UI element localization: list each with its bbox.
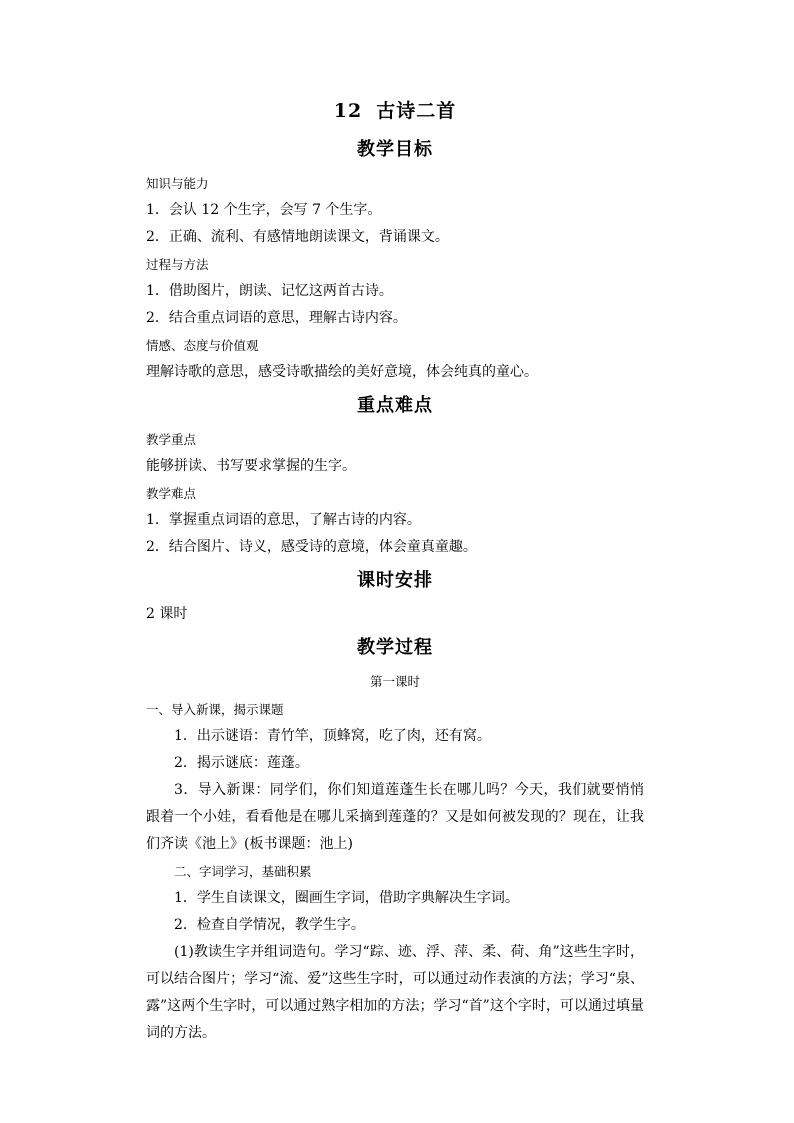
difficulty-item-1: 1．掌握重点词语的意思，了解古诗的内容。 <box>146 512 421 528</box>
part2-title: 二、字词学习，基础积累 <box>174 864 312 879</box>
label-difficulty: 教学难点 <box>146 486 197 501</box>
heading-key-points: 重点难点 <box>357 395 433 416</box>
difficulty-item-2: 2．结合图片、诗义，感受诗的意境，体会童真童趣。 <box>146 539 477 555</box>
process-item-2: 2．结合重点词语的意思，理解古诗内容。 <box>146 310 407 326</box>
title-text: 古诗二首 <box>376 100 457 122</box>
part1-item-1: 1．出示谜语：青竹竿，顶蜂窝，吃了肉，还有窝。 <box>174 728 491 744</box>
heading-schedule: 课时安排 <box>357 570 433 591</box>
part1-item-3: 3．导入新课：同学们，你们知道莲蓬生长在哪儿吗？今天，我们就要悄悄跟着一个小娃，看看他是在哪儿采摘到莲蓬的？又是如何被发现的？现在，让我们齐读《池上》(板书课题：池上) <box>146 782 644 852</box>
focus-text: 能够拼读、书写要求掌握的生字。 <box>146 458 356 474</box>
part2-item-1: 1．学生自读课文，圈画生字词，借助字典解决生字词。 <box>174 890 519 906</box>
heading-process: 教学过程 <box>357 637 433 658</box>
part1-title: 一、导入新课，揭示课题 <box>146 702 284 717</box>
part1-item-2: 2．揭示谜底：莲蓬。 <box>174 755 309 771</box>
heading-goals: 教学目标 <box>357 139 433 160</box>
title-number: 12 <box>333 100 363 122</box>
label-emotion: 情感、态度与价值观 <box>146 338 259 353</box>
part2-detail: (1)教读生字并组词造句。学习“踪、迹、浮、萍、柔、荷、角”这些生字时，可以结合图片；学习“流、爱”这些生字时，可以通过动作表演的方法；学习“泉、露”这两个生字时，可以通过熟字相加的方法；学习“首”这个字时，可以通过填量词的方法。 <box>146 944 644 1041</box>
document-title <box>146 92 644 130</box>
label-focus: 教学重点 <box>146 432 197 447</box>
schedule-text: 2 课时 <box>146 606 188 622</box>
knowledge-item-2: 2．正确、流利、有感情地朗读课文，背诵课文。 <box>146 229 449 245</box>
label-knowledge: 知识与能力 <box>146 176 209 191</box>
knowledge-item-1: 1．会认 12 个生字，会写 7 个生字。 <box>146 202 382 218</box>
label-process: 过程与方法 <box>146 257 209 272</box>
part2-item-2: 2．检查自学情况，教学生字。 <box>174 917 365 933</box>
emotion-text: 理解诗歌的意思，感受诗歌描绘的美好意境，体会纯真的童心。 <box>146 364 538 380</box>
lesson-label: 第一课时 <box>369 674 420 689</box>
process-item-1: 1．借助图片，朗读、记忆这两首古诗。 <box>146 283 393 299</box>
